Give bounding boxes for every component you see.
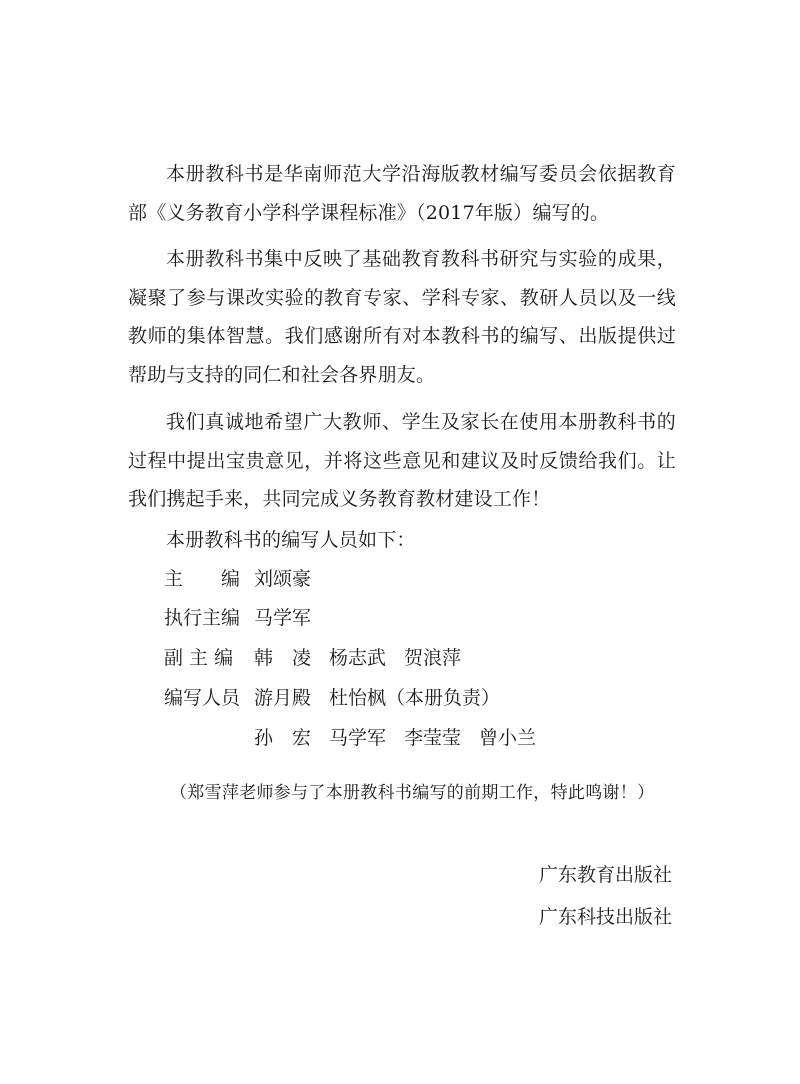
intro-paragraph-1: 本册教科书是华南师范大学沿海版教材编写委员会依据教育部《义务教育小学科学课程标准》（2017年版）编写的。: [128, 163, 676, 224]
publisher-1: 广东教育出版社: [538, 864, 672, 886]
credit-name: 刘颂豪: [254, 568, 312, 590]
credit-row-writers: [164, 686, 518, 710]
credit-name: 贺浪萍: [404, 647, 462, 669]
credit-name: 马学军: [254, 607, 312, 629]
credit-name: 游月殿: [254, 687, 312, 709]
credit-name: 李莹莹: [404, 727, 462, 749]
acknowledgement-note: （郑雪萍老师参与了本册教科书编写的前期工作，特此鸣谢！）: [170, 783, 655, 803]
credit-name: 马学军: [329, 727, 387, 749]
credit-role: 主 编: [164, 568, 241, 590]
credit-name: 孙 宏: [254, 727, 312, 749]
credit-name: 杨志武: [329, 647, 387, 669]
credit-name: 曾小兰: [479, 727, 537, 749]
authors-intro-line: 本册教科书的编写人员如下：: [166, 529, 416, 551]
intro-paragraph-3: 我们真诚地希望广大教师、学生及家长在使用本册教科书的过程中提出宝贵意见，并将这些意见和建议及时反馈给我们。让我们携起手来，共同完成义务教育教材建设工作！: [128, 411, 676, 510]
credit-name: 韩 凌: [254, 647, 312, 669]
publisher-2: 广东科技出版社: [538, 906, 672, 928]
credit-role: 编写人员: [164, 687, 241, 709]
credit-row-writers-continued: [254, 726, 554, 750]
credit-role: 副 主 编: [164, 647, 234, 669]
intro-paragraph-2: 本册教科书集中反映了基础教育教科书研究与实验的成果，凝聚了参与课改实验的教育专家、学科专家、教研人员以及一线教师的集体智慧。我们感谢所有对本教科书的编写、出版提供过帮助与支持的同仁和社会各界朋友。: [128, 248, 676, 386]
credit-row-deputy-editors: [164, 646, 479, 670]
credit-name: 杜怡枫（本册负责）: [329, 687, 501, 709]
credit-role: 执行主编: [164, 607, 241, 629]
credit-row-chief-editor: [164, 567, 329, 591]
credit-row-executive-editor: [164, 606, 329, 630]
